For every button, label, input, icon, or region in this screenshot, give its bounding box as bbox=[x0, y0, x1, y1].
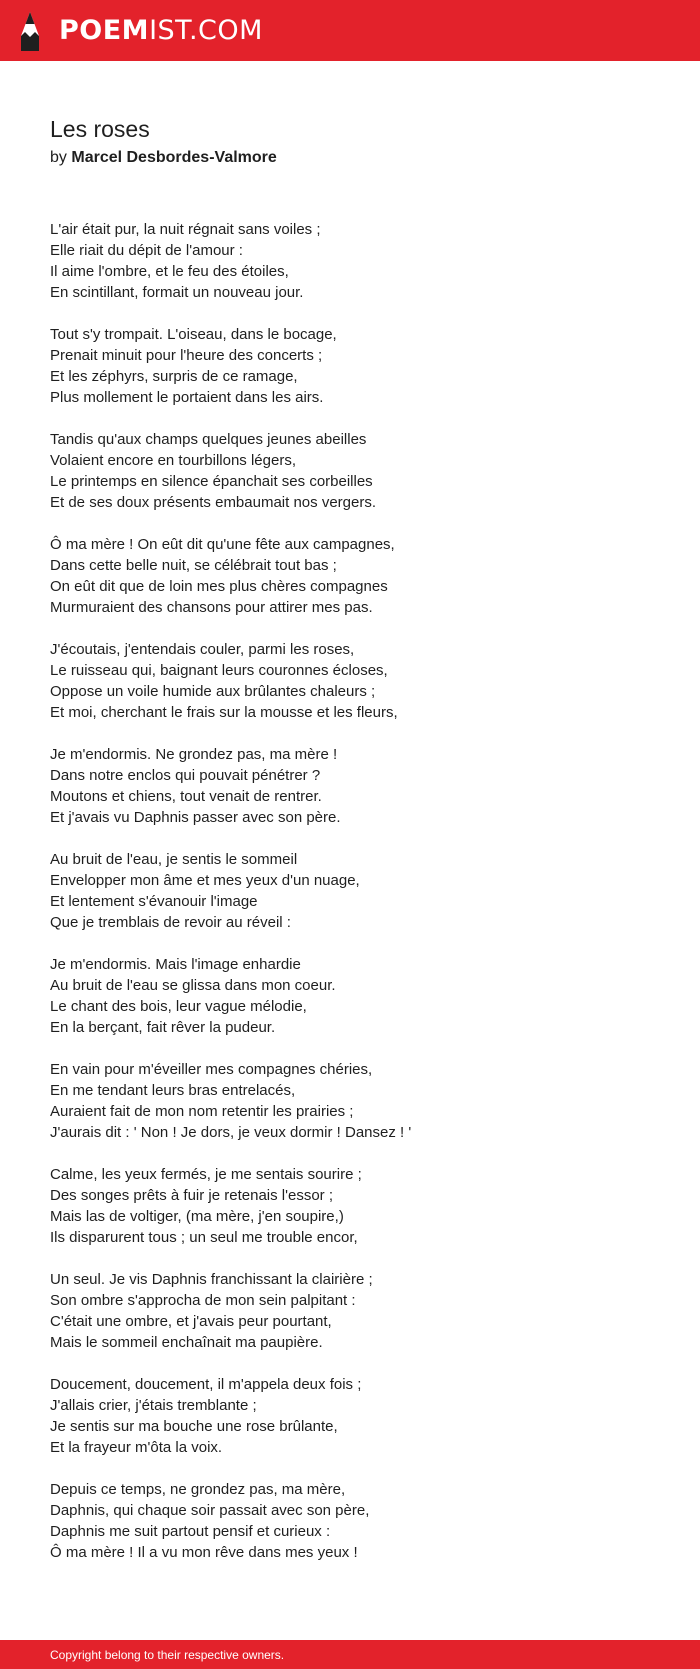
pencil-tip-icon bbox=[16, 10, 44, 52]
poem-line: Calme, les yeux fermés, je me sentais sourire ; bbox=[50, 1166, 362, 1183]
poem-line: On eût dit que de loin mes plus chères compagnes bbox=[50, 578, 388, 595]
poem-line: En me tendant leurs bras entrelacés, bbox=[50, 1082, 296, 1099]
author-name: Marcel Desbordes-Valmore bbox=[71, 149, 277, 166]
stanza bbox=[50, 429, 411, 513]
poem-line: Dans notre enclos qui pouvait pénétrer ? bbox=[50, 767, 321, 784]
poem-line: Au bruit de l'eau se glissa dans mon coeur. bbox=[50, 977, 336, 994]
home-logo-link[interactable] bbox=[0, 10, 263, 52]
poem-line: Dans cette belle nuit, se célébrait tout bas ; bbox=[50, 557, 337, 574]
poem-line: Murmuraient des chansons pour attirer mes pas. bbox=[50, 599, 373, 616]
stanza bbox=[50, 1059, 411, 1143]
stanza bbox=[50, 1269, 411, 1353]
poem-line: Mais las de voltiger, (ma mère, j'en soupire,) bbox=[50, 1208, 344, 1225]
brand-bold: POEM bbox=[59, 15, 150, 46]
stanza bbox=[50, 1479, 411, 1563]
poem-line: Daphnis, qui chaque soir passait avec son père, bbox=[50, 1502, 370, 1519]
poem-line: Le ruisseau qui, baignant leurs couronnes écloses, bbox=[50, 662, 388, 679]
poem-line: Volaient encore en tourbillons légers, bbox=[50, 452, 296, 469]
poem-line: Moutons et chiens, tout venait de rentrer. bbox=[50, 788, 322, 805]
poem-line: Ô ma mère ! Il a vu mon rêve dans mes yeux ! bbox=[50, 1544, 358, 1561]
stanza bbox=[50, 324, 411, 408]
poem-title: Les roses bbox=[50, 116, 150, 142]
poem-line: Et de ses doux présents embaumait nos vergers. bbox=[50, 494, 377, 511]
stanza bbox=[50, 639, 411, 723]
poem-line: Au bruit de l'eau, je sentis le sommeil bbox=[50, 851, 298, 868]
poem-line: Je sentis sur ma bouche une rose brûlante, bbox=[50, 1418, 338, 1435]
stanza bbox=[50, 219, 411, 303]
poem-line: Il aime l'ombre, et le feu des étoiles, bbox=[50, 263, 289, 280]
poem-line: J'écoutais, j'entendais couler, parmi les roses, bbox=[50, 641, 355, 658]
poem-line: Des songes prêts à fuir je retenais l'essor ; bbox=[50, 1187, 333, 1204]
poem-line: Je m'endormis. Mais l'image enhardie bbox=[50, 956, 301, 973]
byline bbox=[50, 149, 277, 167]
stanza bbox=[50, 1164, 411, 1248]
poem-line: En la berçant, fait rêver la pudeur. bbox=[50, 1019, 276, 1036]
site-header bbox=[0, 0, 700, 61]
poem-line: L'air était pur, la nuit régnait sans voiles ; bbox=[50, 221, 321, 238]
stanza bbox=[50, 744, 411, 828]
poem-line: En vain pour m'éveiller mes compagnes chéries, bbox=[50, 1061, 373, 1078]
site-brand bbox=[59, 17, 263, 44]
poem-line: Daphnis me suit partout pensif et curieux : bbox=[50, 1523, 331, 1540]
poem-line: Mais le sommeil enchaînait ma paupière. bbox=[50, 1334, 323, 1351]
poem-line: Et lentement s'évanouir l'image bbox=[50, 893, 258, 910]
poem-line: Je m'endormis. Ne grondez pas, ma mère ! bbox=[50, 746, 338, 763]
poem-line: Auraient fait de mon nom retentir les prairies ; bbox=[50, 1103, 354, 1120]
copyright-text: Copyright belong to their respective owners. bbox=[50, 1648, 285, 1662]
stanza bbox=[50, 849, 411, 933]
site-footer bbox=[0, 1640, 700, 1669]
poem-line: Ils disparurent tous ; un seul me trouble encor, bbox=[50, 1229, 358, 1246]
poem-line: Un seul. Je vis Daphnis franchissant la clairière ; bbox=[50, 1271, 373, 1288]
poem-line: Que je tremblais de revoir au réveil : bbox=[50, 914, 291, 931]
poem-line: J'allais crier, j'étais tremblante ; bbox=[50, 1397, 257, 1414]
poem-line: Ô ma mère ! On eût dit qu'une fête aux campagnes, bbox=[50, 536, 395, 553]
poem-line: Son ombre s'approcha de mon sein palpitant : bbox=[50, 1292, 356, 1309]
poem-line: Envelopper mon âme et mes yeux d'un nuage, bbox=[50, 872, 360, 889]
poem-line: Et moi, cherchant le frais sur la mousse et les fleurs, bbox=[50, 704, 398, 721]
poem-line: Doucement, doucement, il m'appela deux fois ; bbox=[50, 1376, 362, 1393]
poem-line: En scintillant, formait un nouveau jour. bbox=[50, 284, 304, 301]
brand-light: IST.COM bbox=[149, 15, 263, 46]
poem-line: Elle riait du dépit de l'amour : bbox=[50, 242, 243, 259]
stanza bbox=[50, 1374, 411, 1458]
poem-line: Prenait minuit pour l'heure des concerts ; bbox=[50, 347, 323, 364]
poem-line: Plus mollement le portaient dans les airs. bbox=[50, 389, 324, 406]
poem-line: Et les zéphyrs, surpris de ce ramage, bbox=[50, 368, 298, 385]
stanza bbox=[50, 534, 411, 618]
poem-line: Et j'avais vu Daphnis passer avec son père. bbox=[50, 809, 341, 826]
poem-line: Tout s'y trompait. L'oiseau, dans le bocage, bbox=[50, 326, 337, 343]
poem-body bbox=[50, 219, 411, 1584]
poem-line: Et la frayeur m'ôta la voix. bbox=[50, 1439, 223, 1456]
poem-line: Oppose un voile humide aux brûlantes chaleurs ; bbox=[50, 683, 376, 700]
poem-line: C'était une ombre, et j'avais peur pourtant, bbox=[50, 1313, 332, 1330]
poem-line: J'aurais dit : ' Non ! Je dors, je veux dormir ! Dansez ! ' bbox=[50, 1124, 412, 1141]
stanza bbox=[50, 954, 411, 1038]
poem-line: Depuis ce temps, ne grondez pas, ma mère, bbox=[50, 1481, 346, 1498]
poem-line: Le printemps en silence épanchait ses corbeilles bbox=[50, 473, 373, 490]
poem-line: Le chant des bois, leur vague mélodie, bbox=[50, 998, 307, 1015]
by-label: by bbox=[50, 149, 67, 166]
poem-line: Tandis qu'aux champs quelques jeunes abeilles bbox=[50, 431, 367, 448]
